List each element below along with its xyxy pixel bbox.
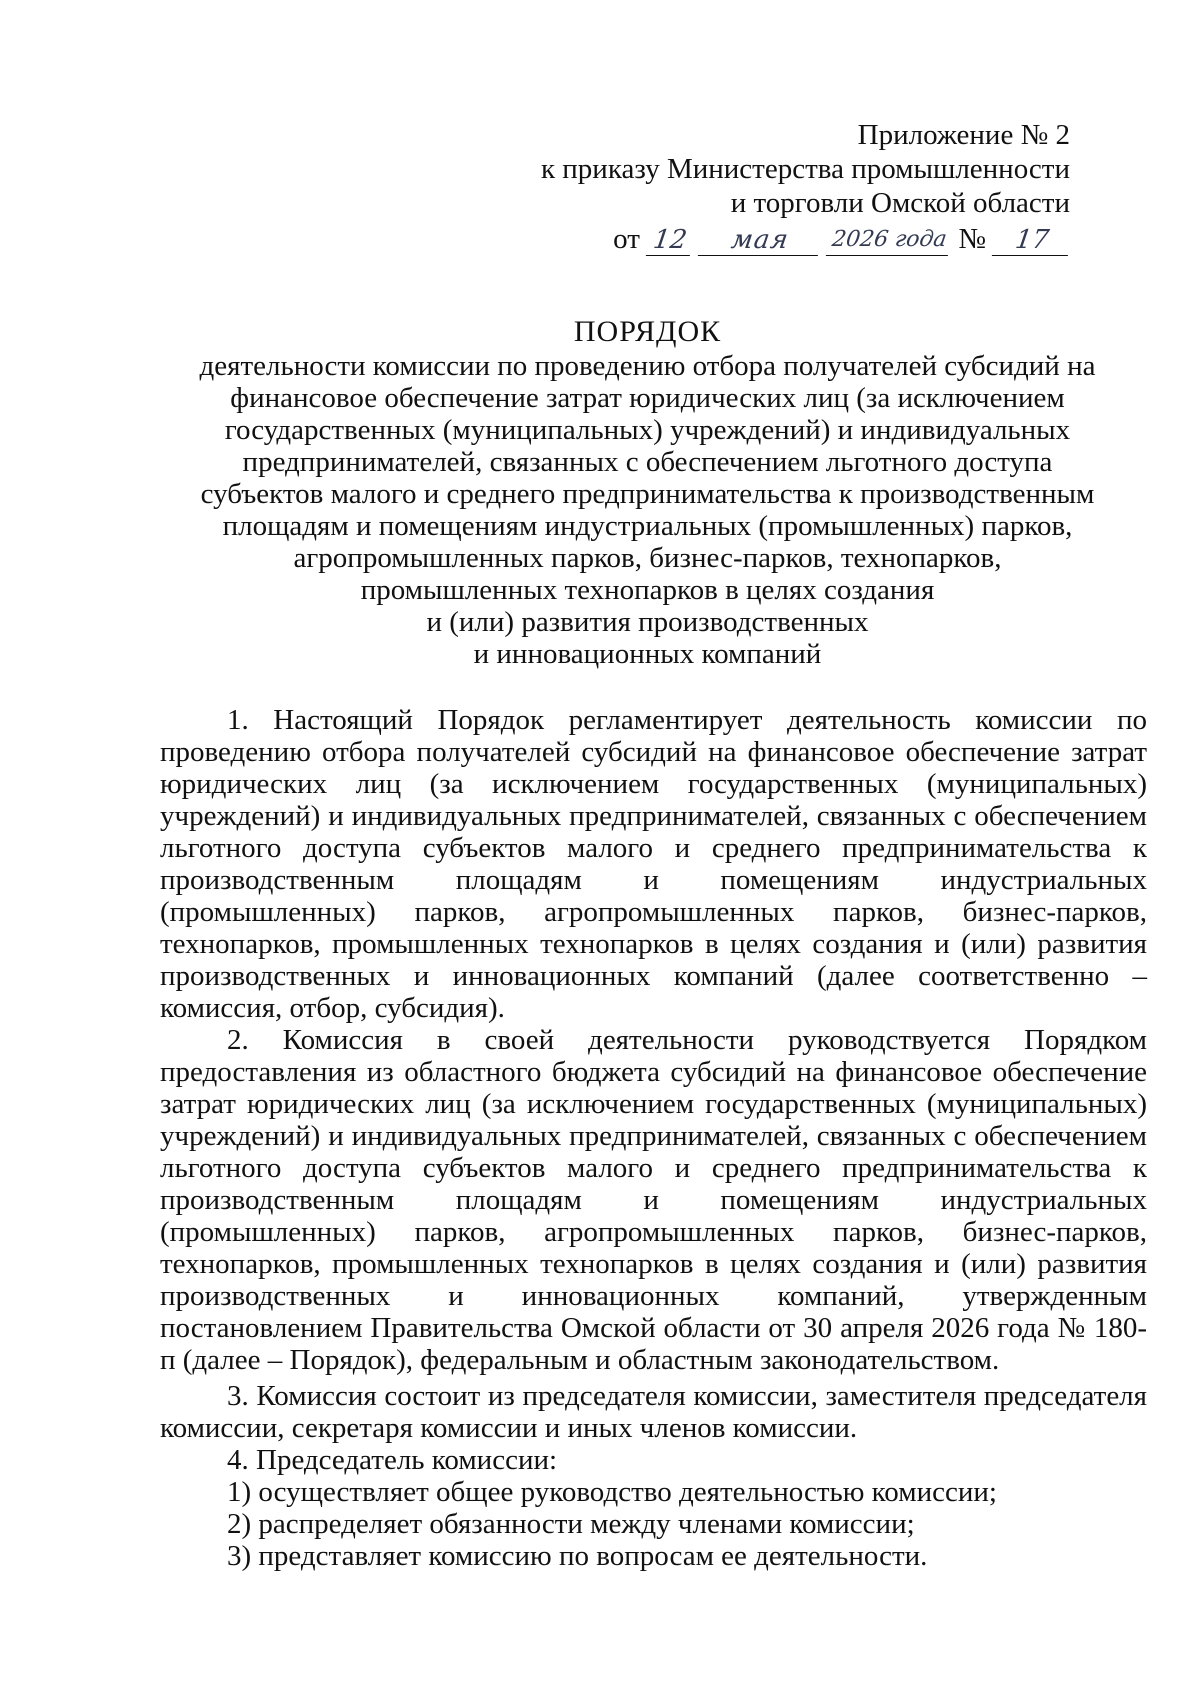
document-title xyxy=(130,316,1165,670)
paragraph-2: 2. Комиссия в своей деятельности руководствуется Порядком предоставления из областного бюджета субсидий на финансовое обеспечение затрат юридических лиц (за исключением государственных (муниципальных) учреждений) и индивидуальных предпринимателей, связанных с обеспечением льготного доступа субъектов малого и среднего предпринимательства к производственным площадям и помещениям индустриальных (промышленных) парков, агропромышленных парков, бизнес-парков, технопарков, промышленных технопарков в целях создания и (или) развития производственных и инновационных компаний, утвержденным постановлением Правительства Омской области от 30 апреля 2026 года № 180-п (далее – Порядок), федеральным и областным законодательством. xyxy=(160,1024,1147,1376)
title-line: площадям и помещениям индустриальных (промышленных) парков, xyxy=(222,510,1073,542)
list-item: 2) распределяет обязанности между членами комиссии; xyxy=(227,1508,915,1540)
paragraph-3: 3. Комиссия состоит из председателя комиссии, заместителя председателя комиссии, секретаря комиссии и иных членов комиссии. xyxy=(160,1380,1147,1444)
appendix-header xyxy=(541,118,1070,256)
title-line: агропромышленных парков, бизнес-парков, технопарков, xyxy=(293,542,1002,574)
title-line: финансовое обеспечение затрат юридических лиц (за исключением xyxy=(230,382,1065,414)
order-date-line xyxy=(541,222,1070,256)
list-item: 3) представляет комиссию по вопросам ее деятельности. xyxy=(227,1540,928,1572)
title-line: промышленных технопарков в целях создания xyxy=(360,574,935,606)
paragraph-1: 1. Настоящий Порядок регламентирует деятельность комиссии по проведению отбора получателей субсидий на финансовое обеспечение затрат юридических лиц (за исключением государственных (муниципальных) учреждений) и индивидуальных предпринимателей, связанных с обеспечением льготного доступа субъектов малого и среднего предпринимательства к производственным площадям и помещениям индустриальных (промышленных) парков, агропромышленных парков, бизнес-парков, технопарков, промышленных технопарков в целях создания и (или) развития производственных и инновационных компаний (далее соответственно – комиссия, отбор, субсидия). xyxy=(160,704,1147,1024)
title-line: государственных (муниципальных) учреждений) и индивидуальных xyxy=(224,414,1071,446)
title-line: и инновационных компаний xyxy=(473,638,822,670)
title-line: предпринимателей, связанных с обеспечением льготного доступа xyxy=(242,446,1053,478)
handwritten-order-number: 17 xyxy=(992,225,1072,256)
title-line: субъектов малого и среднего предпринимательства к производственным xyxy=(200,478,1095,510)
title-line: деятельности комиссии по проведению отбора получателей субсидий на xyxy=(199,350,1096,382)
handwritten-month: мая xyxy=(698,225,822,256)
ministry-region: и торговли Омской области xyxy=(730,187,1070,219)
document-body xyxy=(160,704,1147,1572)
title-word: ПОРЯДОК xyxy=(573,315,722,348)
appendix-number: Приложение № 2 xyxy=(857,119,1070,151)
order-reference: к приказу Министерства промышленности xyxy=(540,153,1070,185)
handwritten-year: 2026 года xyxy=(826,225,953,256)
date-prefix: от xyxy=(613,223,640,255)
list-item: 1) осуществляет общее руководство деятельностью комиссии; xyxy=(227,1476,997,1508)
handwritten-day: 12 xyxy=(646,225,694,256)
title-line: и (или) развития производственных xyxy=(426,606,869,638)
paragraph-4-heading: 4. Председатель комиссии: xyxy=(227,1444,558,1476)
number-sign: № xyxy=(958,223,986,255)
